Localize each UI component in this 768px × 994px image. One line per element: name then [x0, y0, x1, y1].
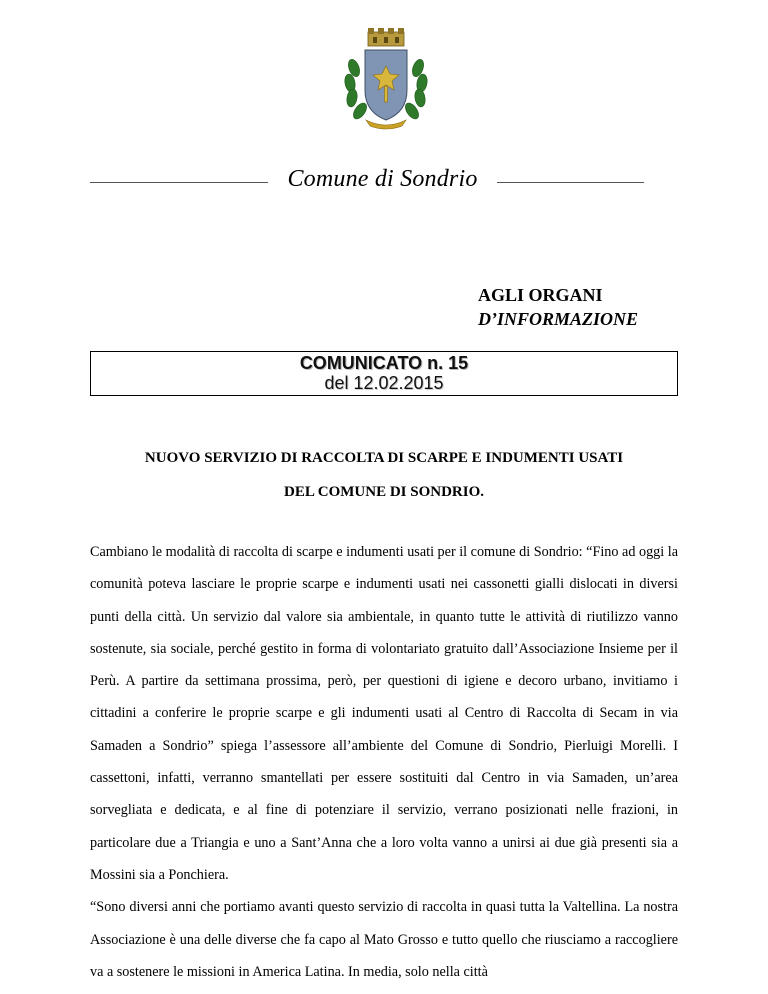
comunicato-box: [90, 351, 678, 396]
headline: [90, 441, 678, 509]
coat-of-arms-icon: [338, 28, 434, 132]
body-text: [90, 536, 678, 988]
comunicato-number: COMUNICATO n. 15: [299, 353, 469, 373]
paragraph: Cambiano le modalità di raccolta di scarpe e indumenti usati per il comune di Sondrio: “Fino ad oggi la comunità poteva lasciare le proprie scarpe e indumenti usati nei cassonetti gialli dislocati in diversi punti della città. Un servizio dal valore sia ambientale, in quanto tutte le attività di riutilizzo vanno sostenute, sia sociale, perché gestito in forma di volontariato gratuito dall’Associazione Insieme per il Perù. A partire da settimana prossima, però, per questioni di igiene e decoro urbano, invitiamo i cittadini a conferire le proprie scarpe e gli indumenti usati al Centro di Raccolta di Secam in via Samaden a Sondrio” spiega l’assessore all’ambiente del Comune di Sondrio, Pierluigi Morelli. I cassettoni, infatti, verranno smantellati per essere sostituiti dal Centro in via Samaden, un’area sorvegliata e dedicata, e al fine di potenziare il servizio, verrano posizionati nelle frazioni, in particolare due a Triangia e uno a Sant’Anna che a loro volta vanno a unirsi ai due già presenti sia a Mossini sia a Ponchiera.: [90, 544, 678, 883]
comunicato-date: del 12.02.2015: [324, 373, 444, 393]
header-rule-right: [497, 182, 644, 183]
paragraph: “Sono diversi anni che portiamo avanti questo servizio di raccolta in quasi tutta la Valtellina. La nostra Associazione è una delle diverse che fa capo al Mato Grosso e tutto quello che riusciamo a raccogliere va a sostenere le missioni in America Latina. In media, solo nella città: [90, 899, 678, 980]
recipient-block: [478, 283, 638, 331]
page-title: Comune di Sondrio: [287, 166, 478, 192]
headline-line-2: DEL COMUNE DI SONDRIO.: [283, 484, 485, 500]
headline-line-1: NUOVO SERVIZIO DI RACCOLTA DI SCARPE E INDUMENTI USATI: [144, 450, 624, 466]
recipient-line-1: AGLI ORGANI: [478, 285, 603, 305]
recipient-line-2: D’INFORMAZIONE: [478, 309, 639, 329]
header-rule-left: [90, 182, 268, 183]
